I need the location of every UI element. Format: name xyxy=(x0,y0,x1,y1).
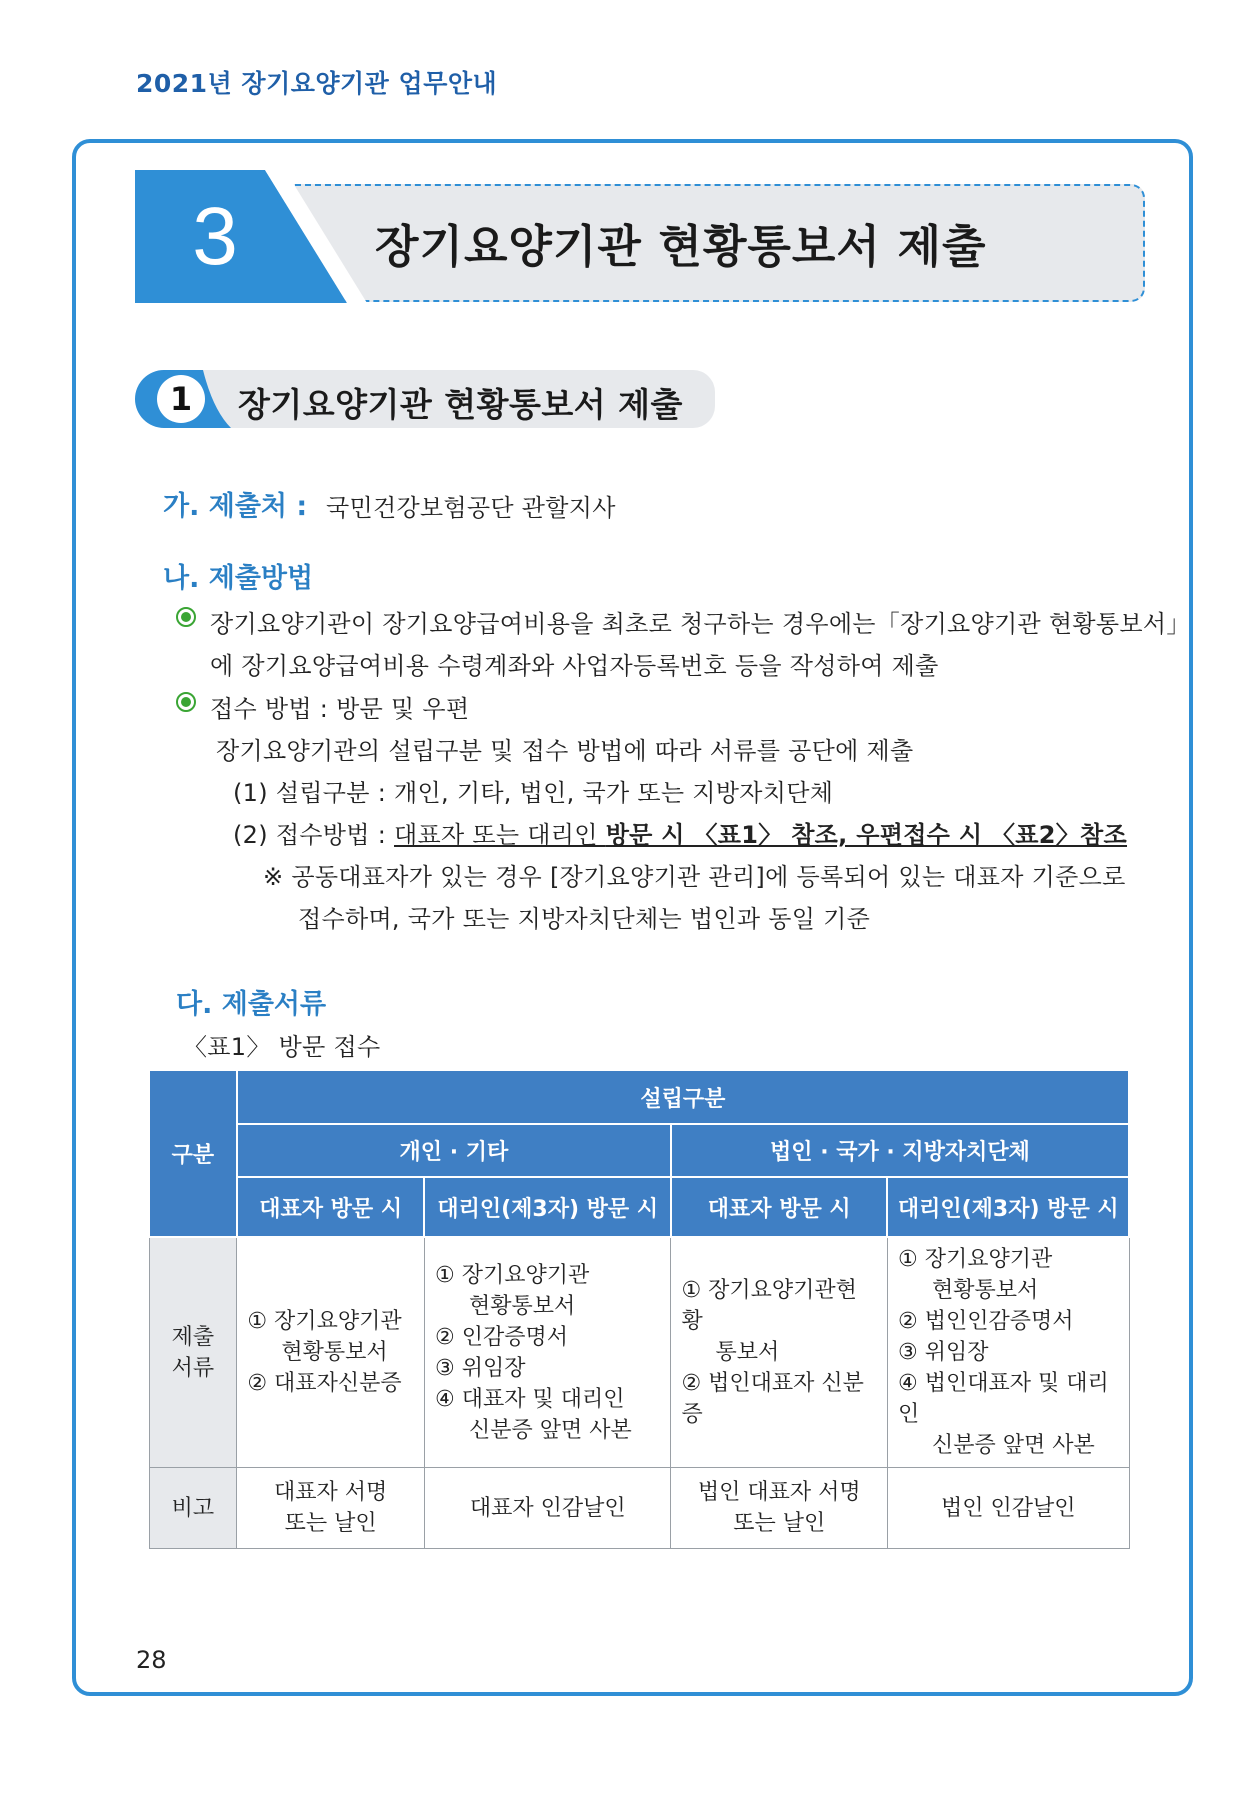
doc-item: ① 장기요양기관 xyxy=(434,1262,590,1288)
remark-part: 또는 날인 xyxy=(284,1511,377,1536)
doc-item: ② 법인인감증명서 xyxy=(897,1309,1074,1334)
section-header xyxy=(135,370,715,428)
doc-item: ① 장기요양기관 xyxy=(247,1309,402,1334)
chapter-header xyxy=(135,170,1145,303)
note-line2: 접수하며, 국가 또는 지방자치단체는 법인과 동일 기준 xyxy=(298,905,871,933)
item-2-underline: 대표자 또는 대리인 xyxy=(394,821,606,849)
row-label-remarks: 비고 xyxy=(149,1468,237,1549)
bullet1-line1: 장기요양기관이 장기요양급여비용을 최초로 청구하는 경우에는「장기요양기관 현황통보서」 xyxy=(210,610,1191,638)
item-2-bold: 방문 시 〈표1〉 참조, 우편접수 시 〈표2〉참조 xyxy=(605,821,1128,849)
remark-part: 또는 날인 xyxy=(733,1511,826,1536)
header-gubun: 구분 xyxy=(149,1070,237,1237)
remark-part: 법인 대표자 서명 xyxy=(697,1480,861,1505)
remark-corporate-rep xyxy=(671,1468,888,1549)
doc-item-cont: 현황통보서 xyxy=(468,1293,576,1319)
page-number: 28 xyxy=(136,1646,167,1674)
item-2 xyxy=(233,815,1127,850)
doc-item: ③ 위임장 xyxy=(434,1355,526,1381)
doc-item-cont: 현황통보서 xyxy=(281,1340,388,1365)
doc-item-cont: 현황통보서 xyxy=(931,1278,1039,1303)
doc-item: ① 장기요양기관 xyxy=(897,1247,1053,1272)
header-group-individual: 개인 · 기타 xyxy=(237,1124,671,1177)
doc-item: ② 법인대표자 신분증 xyxy=(681,1371,864,1427)
bullet2-text: 접수 방법 : 방문 및 우편 xyxy=(210,695,470,723)
section-number: 1 xyxy=(157,375,205,423)
cell-individual-agent xyxy=(424,1237,670,1468)
header-col3: 대표자 방문 시 xyxy=(671,1177,888,1237)
header-col4: 대리인(제3자) 방문 시 xyxy=(887,1177,1129,1237)
bullet1-line2: 에 장기요양급여비용 수령계좌와 사업자등록번호 등을 작성하여 제출 xyxy=(210,652,939,680)
method-intro: 장기요양기관의 설립구분 및 접수 방법에 따라 서류를 공단에 제출 xyxy=(216,737,914,765)
doc-item: ① 장기요양기관현황 xyxy=(681,1278,857,1334)
bullet-dot-icon xyxy=(175,691,197,713)
header-seollip: 설립구분 xyxy=(237,1070,1129,1124)
doc-item: ④ 대표자 및 대리인 xyxy=(434,1386,625,1412)
running-head: 2021년 장기요양기관 업무안내 xyxy=(136,69,498,98)
table-row xyxy=(149,1468,1129,1549)
item-2-prefix: (2) 접수방법 : xyxy=(233,821,395,849)
remark-part: 대표자 서명 xyxy=(274,1480,388,1505)
table-row xyxy=(149,1237,1129,1468)
note-line1: ※ 공동대표자가 있는 경우 [장기요양기관 관리]에 등록되어 있는 대표자 기준으로 xyxy=(263,863,1126,891)
doc-item: ② 대표자신분증 xyxy=(247,1371,402,1396)
heading-da: 다. 제출서류 xyxy=(176,989,327,1020)
header-col1: 대표자 방문 시 xyxy=(237,1177,425,1237)
heading-na: 나. 제출방법 xyxy=(163,563,314,594)
doc-item-cont: 신분증 앞면 사본 xyxy=(468,1417,632,1443)
bullet-dot-icon xyxy=(175,606,197,628)
doc-item: ④ 법인대표자 및 대리인 xyxy=(897,1371,1109,1427)
table-caption: 〈표1〉 방문 접수 xyxy=(183,1033,381,1061)
header-col2: 대리인(제3자) 방문 시 xyxy=(424,1177,670,1237)
row-label-documents xyxy=(149,1237,237,1468)
row-label-part: 제출 xyxy=(171,1324,215,1350)
section-title: 장기요양기관 현황통보서 제출 xyxy=(238,385,683,424)
doc-item-cont: 신분증 앞면 사본 xyxy=(931,1433,1095,1458)
chapter-title: 장기요양기관 현황통보서 제출 xyxy=(375,220,987,273)
remark-individual-agent: 대표자 인감날인 xyxy=(424,1468,670,1549)
cell-corporate-agent xyxy=(887,1237,1129,1468)
item-1: (1) 설립구분 : 개인, 기타, 법인, 국가 또는 지방자치단체 xyxy=(233,779,834,807)
doc-item: ③ 위임장 xyxy=(897,1340,989,1365)
cell-corporate-rep xyxy=(671,1237,888,1468)
submit-place-text: 국민건강보험공단 관할지사 xyxy=(326,494,616,522)
cell-individual-rep xyxy=(237,1237,425,1468)
remark-individual-rep xyxy=(237,1468,425,1549)
doc-item: ② 인감증명서 xyxy=(434,1324,568,1350)
chapter-number: 3 xyxy=(192,191,238,282)
documents-table xyxy=(148,1069,1130,1549)
remark-corporate-agent: 법인 인감날인 xyxy=(887,1468,1129,1549)
doc-item-cont: 통보서 xyxy=(715,1340,780,1365)
heading-ga: 가. 제출처 : xyxy=(163,491,308,522)
row-label-part: 서류 xyxy=(171,1355,215,1381)
header-group-corporate: 법인 · 국가 · 지방자치단체 xyxy=(671,1124,1129,1177)
